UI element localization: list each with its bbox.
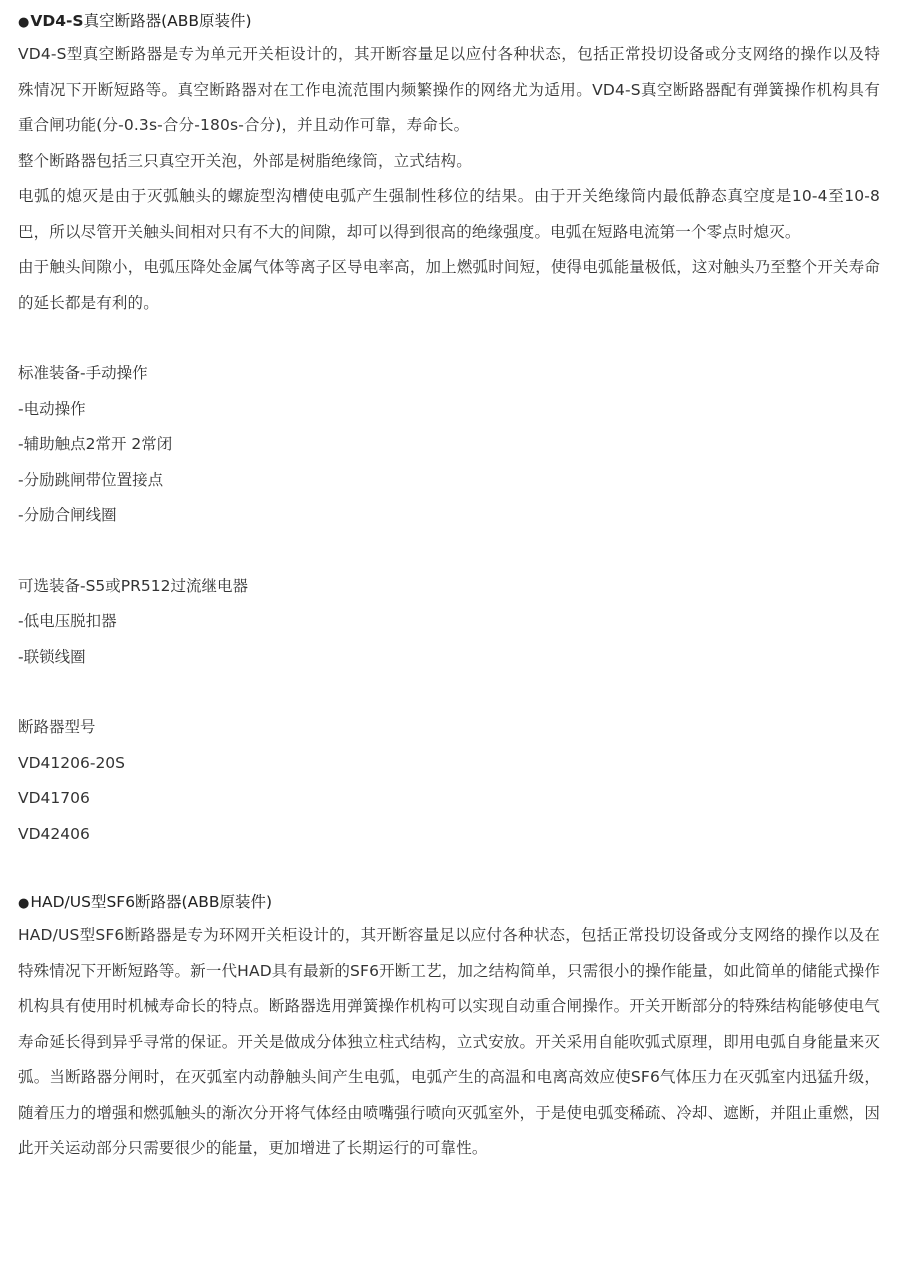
bullet-icon: ● — [18, 15, 30, 30]
title-description: 真空断路器(ABB原装件) — [83, 12, 252, 30]
list-item: -分励合闸线圈 — [18, 506, 117, 524]
spacer — [18, 321, 880, 356]
title-description: HAD/US型SF6断路器(ABB原装件) — [30, 893, 273, 911]
list-item: -联锁线圈 — [18, 647, 86, 666]
section-title-had-us — [18, 888, 880, 918]
list-item: VD41206-20S — [18, 753, 126, 772]
list-item: -分励跳闸带位置接点 — [18, 470, 164, 489]
title-model-name: VD4-S — [30, 12, 84, 30]
spacer — [18, 675, 880, 710]
list-item: -电动操作 — [18, 399, 86, 418]
paragraph-arc-extinction: 电弧的熄灭是由于灭弧触头的螺旋型沟槽使电弧产生强制性移位的结果。由于开关绝缘筒内最低静态真空度是10-4至10-8巴，所以尽管开关触头间相对只有不大的间隙，却可以得到很高的绝缘强度。电弧在短路电流第一个零点时熄灭。 — [18, 187, 880, 241]
list-item: VD42406 — [18, 824, 90, 843]
list-item: 标准装备-手动操作 — [18, 364, 148, 382]
standard-equipment-list — [18, 356, 880, 534]
list-item: VD41706 — [18, 789, 90, 807]
list-item: -低电压脱扣器 — [18, 612, 117, 630]
list-item: 可选装备-S5或PR512过流继电器 — [18, 576, 248, 595]
optional-equipment-list — [18, 569, 880, 676]
paragraph-had-us-description: HAD/US型SF6断路器是专为环网开关柜设计的，其开断容量足以应付各种状态，包括正常投切设备或分支网络的操作以及在特殊情况下开断短路等。新一代HAD具有最新的SF6开断工艺，加之结构简单，只需很小的操作能量，如此简单的储能式操作机构具有使用时机械寿命长的特点。断路器选用弹簧操作机构可以实现自动重合闸操作。开关开断部分的特殊结构能够使电气寿命延长得到异乎寻常的保证。开关是做成分体独立柱式结构，立式安放。开关采用自能吹弧式原理，即用电弧自身能量来灭弧。当断路器分闸时，在灭弧室内动静触头间产生电弧，电弧产生的高温和电离高效应使SF6气体压力在灭弧室内迅猛升级，随着压力的增强和燃弧触头的渐次分开将气体经由喷嘴强行喷向灭弧室外，于是使电弧变稀疏、冷却、遮断，并阻止重燃，因此开关运动部分只需要很少的能量，更加增进了长期运行的可靠性。 — [18, 926, 880, 1157]
paragraph-structure: 整个断路器包括三只真空开关泡，外部是树脂绝缘筒，立式结构。 — [18, 151, 472, 170]
spacer — [18, 852, 880, 888]
model-list — [18, 710, 880, 852]
list-item: -辅助触点2常开 2常闭 — [18, 435, 173, 453]
model-list-heading: 断路器型号 — [18, 718, 96, 736]
bullet-icon: ● — [18, 896, 30, 911]
section-title-vd4s — [18, 7, 880, 37]
paragraph-overview: VD4-S型真空断路器是专为单元开关柜设计的，其开断容量足以应付各种状态，包括正常投切设备或分支网络的操作以及特殊情况下开断短路等。真空断路器对在工作电流范围内频繁操作的网络尤为适用。VD4-S真空断路器配有弹簧操作机构具有重合闸功能(分-0.3s-合分-180s-合分)，并且动作可靠，寿命长。 — [18, 45, 880, 134]
spacer — [18, 534, 880, 569]
paragraph-arc-energy: 由于触头间隙小，电弧压降处金属气体等离子区导电率高，加上燃弧时间短，使得电弧能量极低，这对触头乃至整个开关寿命的延长都是有利的。 — [18, 258, 880, 312]
